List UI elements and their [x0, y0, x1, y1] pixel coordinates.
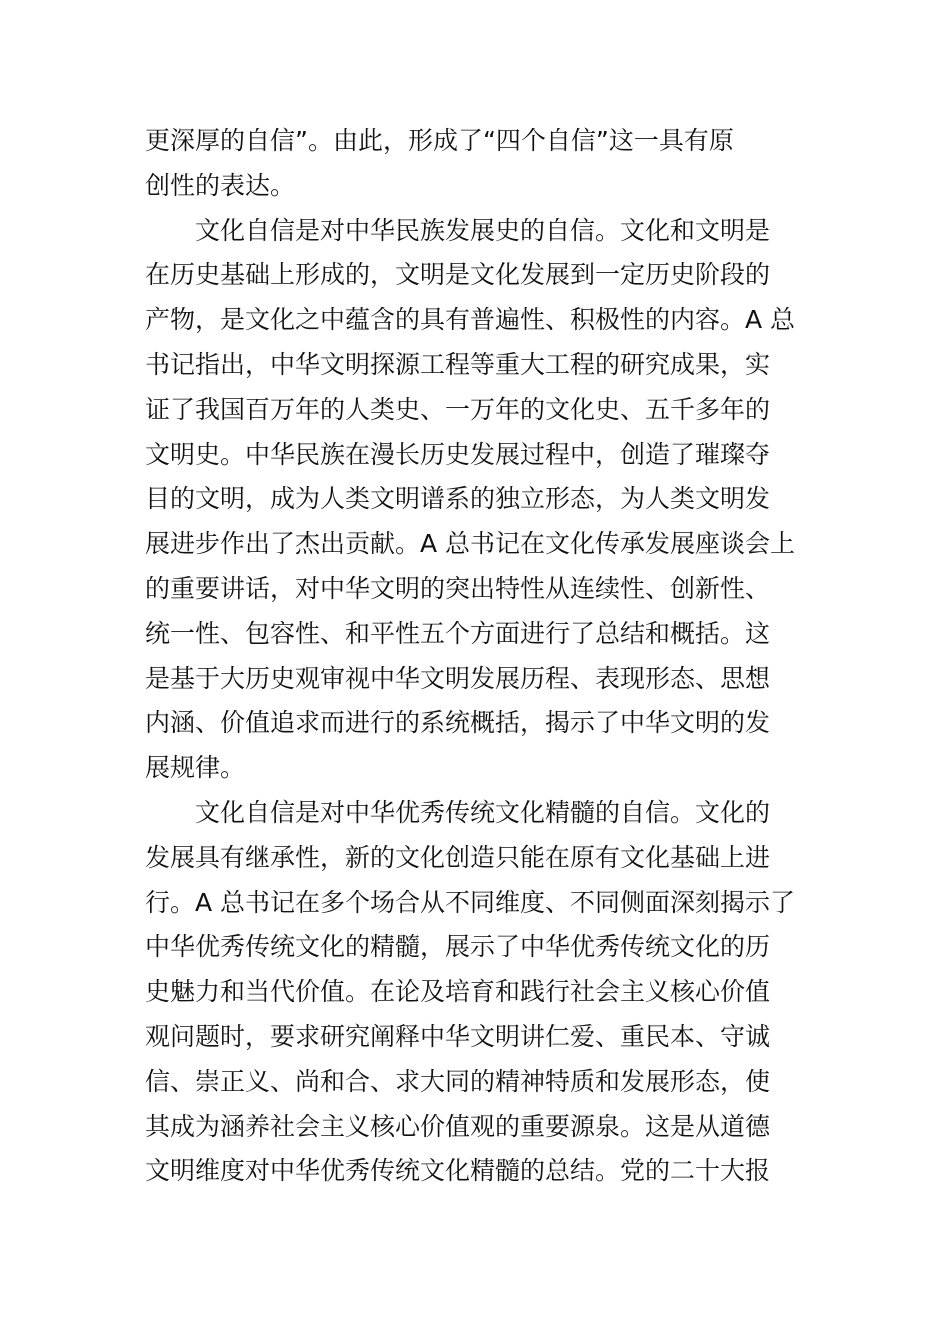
text-line: 产物，是文化之中蕴含的具有普遍性、积极性的内容。A 总: [145, 305, 796, 335]
paragraph-3: [145, 791, 810, 1194]
text-line: 展进步作出了杰出贡献。A 总书记在文化传承发展座谈会上: [145, 529, 796, 559]
text-line: 的重要讲话，对中华文明的突出特性从连续性、创新性、: [145, 573, 771, 603]
text-line: 文化自信是对中华民族发展史的自信。文化和文明是: [195, 215, 771, 245]
text-line: 内涵、价值追求而进行的系统概括，揭示了中华文明的发: [145, 708, 771, 738]
text-line: 在历史基础上形成的，文明是文化发展到一定历史阶段的: [145, 260, 771, 290]
text-line: 发展具有继承性，新的文化创造只能在原有文化基础上进: [145, 842, 771, 872]
text-line: 行。A 总书记在多个场合从不同维度、不同侧面深刻揭示了: [145, 887, 796, 917]
text-line: 统一性、包容性、和平性五个方面进行了总结和概括。这: [145, 618, 771, 648]
text-line: 文明史。中华民族在漫长历史发展过程中，创造了璀璨夺: [145, 439, 771, 469]
text-line: 目的文明，成为人类文明谱系的独立形态，为人类文明发: [145, 484, 771, 514]
text-line: 文明维度对中华优秀传统文化精髓的总结。党的二十大报: [145, 1156, 771, 1186]
text-line: 信、崇正义、尚和合、求大同的精神特质和发展形态，使: [145, 1066, 771, 1096]
text-line: 史魅力和当代价值。在论及培育和践行社会主义核心价值: [145, 977, 771, 1007]
text-line: 观问题时，要求研究阐释中华文明讲仁爱、重民本、守诚: [145, 1021, 771, 1051]
text-line: 中华优秀传统文化的精髓，展示了中华优秀传统文化的历: [145, 932, 771, 962]
text-line: 创性的表达。: [145, 170, 296, 200]
text-line: 更深厚的自信”。由此，形成了“四个自信”这一具有原: [145, 126, 734, 155]
text-line: 证了我国百万年的人类史、一万年的文化史、五千多年的: [145, 394, 771, 424]
paragraph-2: [145, 209, 810, 791]
text-line: 文化自信是对中华优秀传统文化精髓的自信。文化的: [195, 797, 771, 827]
document-body: [145, 119, 810, 1194]
text-line: 展规律。: [145, 753, 246, 783]
text-line: 其成为涵养社会主义核心价值观的重要源泉。这是从道德: [145, 1111, 771, 1141]
text-line: 书记指出，中华文明探源工程等重大工程的研究成果，实: [145, 349, 771, 379]
paragraph-1: [145, 119, 810, 209]
text-line: 是基于大历史观审视中华文明发展历程、表现形态、思想: [145, 663, 771, 693]
